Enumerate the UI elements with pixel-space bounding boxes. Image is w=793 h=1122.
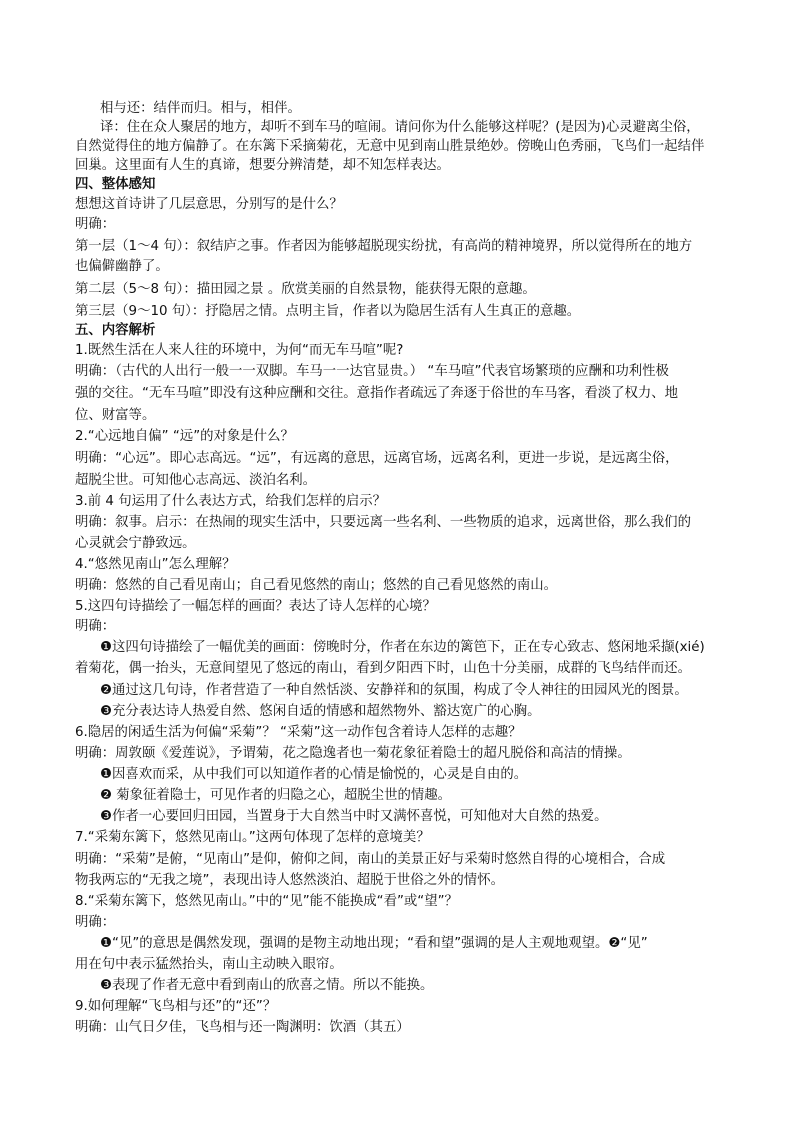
text-line: 明确：“心远”。即心志高远。“远”，有远离的意思，远离官场，远离名利，更进一步说，是远离尘俗， (75, 451, 679, 466)
text-line: 明确： (75, 217, 116, 232)
question-line: 2.“心远地自偏” “远”的对象是什么？ (75, 429, 294, 444)
text-line: ❸作者一心要回归田园，当置身于大自然当中时又满怀喜悦，可知他对大自然的热爱。 (100, 809, 608, 824)
text-line: 第三层（9～10 句）：抒隐居之情。点明主旨，作者以为隐居生活有人生真正的意趣。 (75, 304, 581, 319)
text-line: 明确：悠然的自己看见南山；自己看见悠然的南山；悠然的自己看见悠然的南山。 (75, 578, 558, 593)
text-line: 译：住在众人聚居的地方，却听不到车马的喧闹。请问你为什么能够这样呢？(是因为)心灵避离尘俗， (100, 120, 700, 135)
question-line: 5.这四句诗描绘了一幅怎样的画面？表达了诗人怎样的心境？ (75, 599, 436, 614)
text-line: 明确：（古代的人出行一般一一双脚。车马一一达官显贵。） “车马喧”代表官场繁琐的应酬和功利性极 (75, 364, 669, 379)
text-line: ❶因喜欢而采，从中我们可以知道作者的心情是愉悦的，心灵是自由的。 (100, 767, 528, 782)
text-line: 自然觉得住的地方偏静了。在东篱下采摘菊花，无意中见到南山胜景绝妙。傍晚山色秀丽，飞鸟们一起结伴 (75, 139, 705, 154)
text-line: 明确：周敦颐《爱莲说》，予谓菊，花之隐逸者也一菊花象征着隐士的超凡脱俗和高洁的情操。 (75, 746, 631, 761)
text-line: ❷ 菊象征着隐士，可见作者的归隐之心，超脱尘世的情趣。 (100, 788, 452, 803)
text-line: ❸充分表达诗人热爱自然、悠闲自适的情感和超然物外、豁达宽广的心胸。 (100, 704, 541, 719)
text-line: 回巢。这里面有人生的真谛，想要分辨清楚，却不知怎样表达。 (75, 158, 450, 173)
question-line: 4.“悠然见南山”怎么理解？ (75, 557, 236, 572)
text-line: 用在句中表示猛然抬头，南山主动映入眼帘。 (75, 957, 343, 972)
text-line: 着菊花，偶一抬头，无意间望见了悠远的南山，看到夕阳西下时，山色十分美丽，成群的飞鸟结伴而还。 (75, 661, 691, 676)
text-line: 明确： (75, 915, 116, 930)
text-line: 强的交往。“无车马喧”即没有这种应酬和交往。意指作者疏远了奔逐于俗世的车马客，看淡了权力、地 (75, 386, 679, 401)
question-line: 1.既然生活在人来人往的环境中，为何“而无车马喧”呢? (75, 343, 404, 358)
text-line: 第一层（1～4 句）：叙结庐之事。作者因为能够超脱现实纷扰，有高尚的精神境界，所以觉得所在的地方 (75, 239, 693, 254)
text-line: ❶这四句诗描绘了一幅优美的画面：傍晚时分，作者在东边的篱笆下，正在专心致志、悠闲地采撷(xié) (100, 640, 705, 655)
question-line: 3.前 4 句运用了什么表达方式，给我们怎样的启示？ (75, 494, 387, 509)
text-line: 也偏僻幽静了。 (75, 259, 169, 274)
text-line: 明确：山气日夕佳，飞鸟相与还一陶渊明：饮酒（其五） (75, 1020, 410, 1035)
question-line: 6.隐居的闲适生活为何偏“采菊”？ “采菊”这一动作包含着诗人怎样的志趣？ (75, 725, 522, 740)
question-line: 8.“采菊东篱下，悠然见南山。”中的“见”能不能换成“看”或“望”？ (75, 894, 458, 909)
text-line: 心灵就会宁静致远。 (75, 536, 196, 551)
text-line: 明确： (75, 619, 116, 634)
question-line: 9.如何理解“飞鸟相与还”的“还”？ (75, 999, 277, 1014)
text-line: 第二层（5～8 句）：描田园之景 。欣赏美丽的自然景物，能获得无限的意趣。 (75, 282, 536, 297)
text-line: ❶“见”的意思是偶然发现，强调的是物主动地出现；“看和望”强调的是人主观地观望。❷“见” (100, 936, 648, 951)
question-line: 7.“采菊东篱下，悠然见南山。”这两句体现了怎样的意境美？ (75, 830, 430, 845)
text-line: ❸表现了作者无意中看到南山的欣喜之情。所以不能换。 (100, 978, 434, 993)
text-line: 超脱尘世。可知他心志高远、淡泊名利。 (75, 473, 317, 488)
text-line: 明确：“采菊”是俯，“见南山”是仰，俯仰之间，南山的美景正好与采菊时悠然自得的心境相合，合成 (75, 852, 666, 867)
text-line: ❷通过这几句诗，作者营造了一种自然恬淡、安静祥和的氛围，构成了令人神往的田园风光的图景。 (100, 683, 688, 698)
text-line: 想想这首诗讲了几层意思，分别写的是什么？ (75, 197, 343, 212)
section-heading: 四、整体感知 (75, 177, 156, 192)
text-line: 位、财富等。 (75, 408, 156, 423)
text-line: 物我两忘的“无我之境”，表现出诗人悠然淡泊、超脱于世俗之外的情怀。 (75, 873, 504, 888)
section-heading: 五、内容解析 (75, 323, 156, 338)
text-line: 相与还：结伴而归。相与，相伴。 (100, 101, 301, 116)
text-line: 明确：叙事。启示：在热闹的现实生活中，只要远离一些名利、一些物质的追求，远离世俗，那么我们的 (75, 515, 691, 530)
